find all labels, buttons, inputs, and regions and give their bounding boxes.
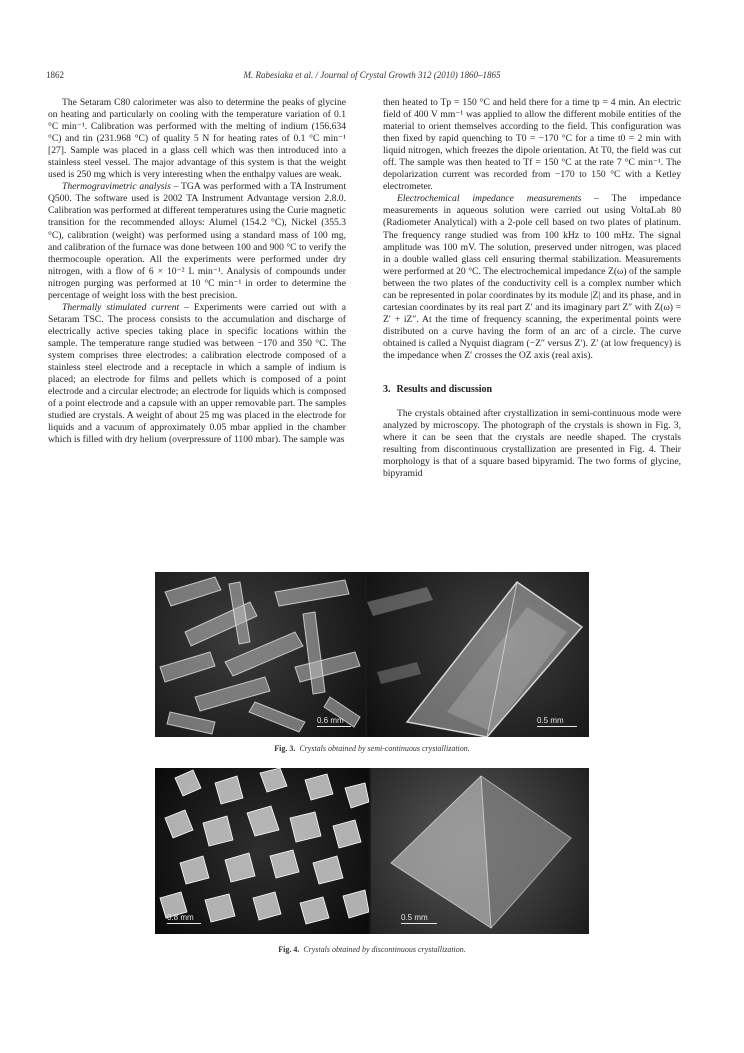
right-column — [383, 97, 681, 480]
fig4-scale-bar-left — [167, 913, 201, 924]
figure-3-caption — [0, 744, 744, 753]
bipyramid-crystals-image — [155, 768, 369, 934]
fig4-caption-text: Crystals obtained by discontinuous crystallization. — [303, 945, 466, 954]
paragraph-results: The crystals obtained after crystallization in semi-continuous mode were analyzed by microscopy. The photograph of the crystals is shown in Fig. 3, where it can be seen that the crystals are needle shaped. The crystals resulting from discontinuous crystallization are presented in Fig. 4. Their morphology is that of a square based bipyramid. The two forms of glycine, bipyramid — [383, 408, 681, 480]
page-header — [0, 70, 744, 86]
page-number: 1862 — [46, 70, 64, 80]
figure-3 — [155, 572, 589, 737]
fig3-caption-label: Fig. 3. — [274, 744, 296, 753]
needle-crystals-image — [155, 572, 365, 737]
section-number: 3. — [383, 384, 391, 396]
fig4-caption-label: Fig. 4. — [278, 945, 300, 954]
fig4-scale-label-left: 0.8 mm — [167, 913, 194, 922]
tga-lead: Thermogravimetric analysis — [62, 181, 171, 193]
section-title: Results and discussion — [396, 384, 493, 396]
paragraph-impedance — [383, 193, 681, 362]
fig4-panel-single-bipyramid — [371, 768, 589, 934]
running-title: M. Rabesiaka et al. / Journal of Crystal Growth 312 (2010) 1860–1865 — [243, 70, 501, 80]
fig4-scale-line-left — [167, 923, 201, 924]
paragraph-tga — [48, 181, 346, 301]
fig3-caption-text: Crystals obtained by semi-continuous crystallization. — [299, 744, 470, 753]
tga-body: – TGA was performed with a TA Instrument Q500. The software used is 2002 TA Instrument Advantage version 2.8.0. Calibration was performed at different temperatures using the Curie magnetic transition for the recommended alloys: Alumel (154.2 °C), Nickel (355.3 °C), calibration (weight) was performed using a standard mass of 100 mg, and calibration of the furnace was done between 100 and 900 °C to verify the thermocouple operation. All the experiments were performed under dry nitrogen, with a flow of 6 × 10⁻² L min⁻¹. Analysis of compounds under nitrogen purging was performed at 10 °C min⁻¹ in order to determine the percentage of weight loss with the best precision. — [48, 181, 346, 301]
single-bipyramid-image — [371, 768, 589, 934]
fig3-scale-line-left — [317, 726, 351, 727]
fig4-scale-bar-right — [401, 913, 437, 924]
tsc-lead: Thermally stimulated current — [62, 301, 180, 313]
figure-4-caption — [0, 945, 744, 954]
fig3-scale-bar-left — [317, 716, 351, 727]
fig3-panel-large-crystal — [367, 572, 589, 737]
section-heading — [383, 384, 681, 396]
fig4-scale-label-right: 0.5 mm — [401, 913, 428, 922]
fig4-scale-line-right — [401, 923, 437, 924]
paragraph-tsc — [48, 302, 346, 447]
fig3-panel-needle-crystals — [155, 572, 365, 737]
fig3-scale-bar-right — [537, 716, 577, 727]
fig3-scale-line-right — [537, 726, 577, 727]
fig3-scale-label-right: 0.5 mm — [537, 716, 564, 725]
left-column — [48, 97, 346, 446]
paragraph-calorimeter: The Setaram C80 calorimeter was also to determine the peaks of glycine on heating and particularly on cooling with the temperature variation of 0.1 °C min⁻¹. Calibration was performed with the melting of indium (156.634 °C) and tin (231.968 °C) of quality 5 N for heating rates of 0.1 °C min⁻¹ [27]. Sample was placed in a glass cell which was then introduced into a stainless steel vessel. The major advantage of this system is that the weight used is 250 mg which is very interesting when the enthalpy values are weak. — [48, 97, 346, 181]
figure-4 — [155, 768, 589, 934]
tsc-body: – Experiments were carried out with a Setaram TSC. The process consists to the accumulation and discharge of electrically active species taking place in specific locations within the sample. The temperature range studied was between −170 and 350 °C. The system comprises three electrodes: a calibration electrode composed of a stainless steel electrode and a receptacle in which a sample of indium is placed; an electrode for films and pellets which is composed of a point electrode and a circular electrode; an electrode for liquids which is composed of a point electrode and a capsule with an upper removable part. The samples studied are crystals. A weight of about 25 mg was placed in the electrode for liquids and a vacuum of approximately 0.05 mbar applied in the chamber which is filled with dry helium (overpressure of 1100 mbar). The sample was — [48, 301, 346, 446]
fig4-panel-bipyramids — [155, 768, 369, 934]
impedance-lead: Electrochemical impedance measurements — [397, 193, 582, 205]
paragraph-tsc-continued: then heated to Tp = 150 °C and held there for a time tp = 4 min. An electric field of 400 V mm⁻¹ was applied to allow the different mobile entities of the material to orient themselves according to the field. This configuration was then fixed by rapid quenching to T0 = −170 °C for a time t0 = 2 min with liquid nitrogen, which freezes the dipole orientation. At T0, the field was cut off. The sample was then heated to Tf = 150 °C at the rate 7 °C min⁻¹. The depolarization current was recorded from −170 to 150 °C with a Ketley electrometer. — [383, 97, 681, 193]
impedance-body: – The impedance measurements in aqueous solution were carried out using VoltaLab 80 (Radiometer Analytical) with a 2-pole cell based on two plates of platinum. The frequency range studied was from 100 kHz to 100 mHz. The signal amplitude was 100 mV. The solution, preserved under nitrogen, was placed in a double walled glass cell ensuring thermal stabilization. Measurements were performed at 20 °C. The electrochemical impedance Z(ω) of the sample between the two plates of the conductivity cell is a complex number which can be represented in polar coordinates by its module |Z| and its phase, and in cartesian coordinates by its real part Z′ and its imaginary part Z″ with Z(ω) = Z′ + iZ″. At the time of frequency scanning, the experimental points were distributed on a curve having the form of an arc of a circle. The curve obtained is called a Nyquist diagram (−Z″ versus Z′). Z′ (at low frequency) is the impedance when Z′ crosses the OZ axis (real axis). — [383, 193, 681, 361]
fig3-scale-label-left: 0.6 mm — [317, 716, 344, 725]
large-crystal-image — [367, 572, 589, 737]
